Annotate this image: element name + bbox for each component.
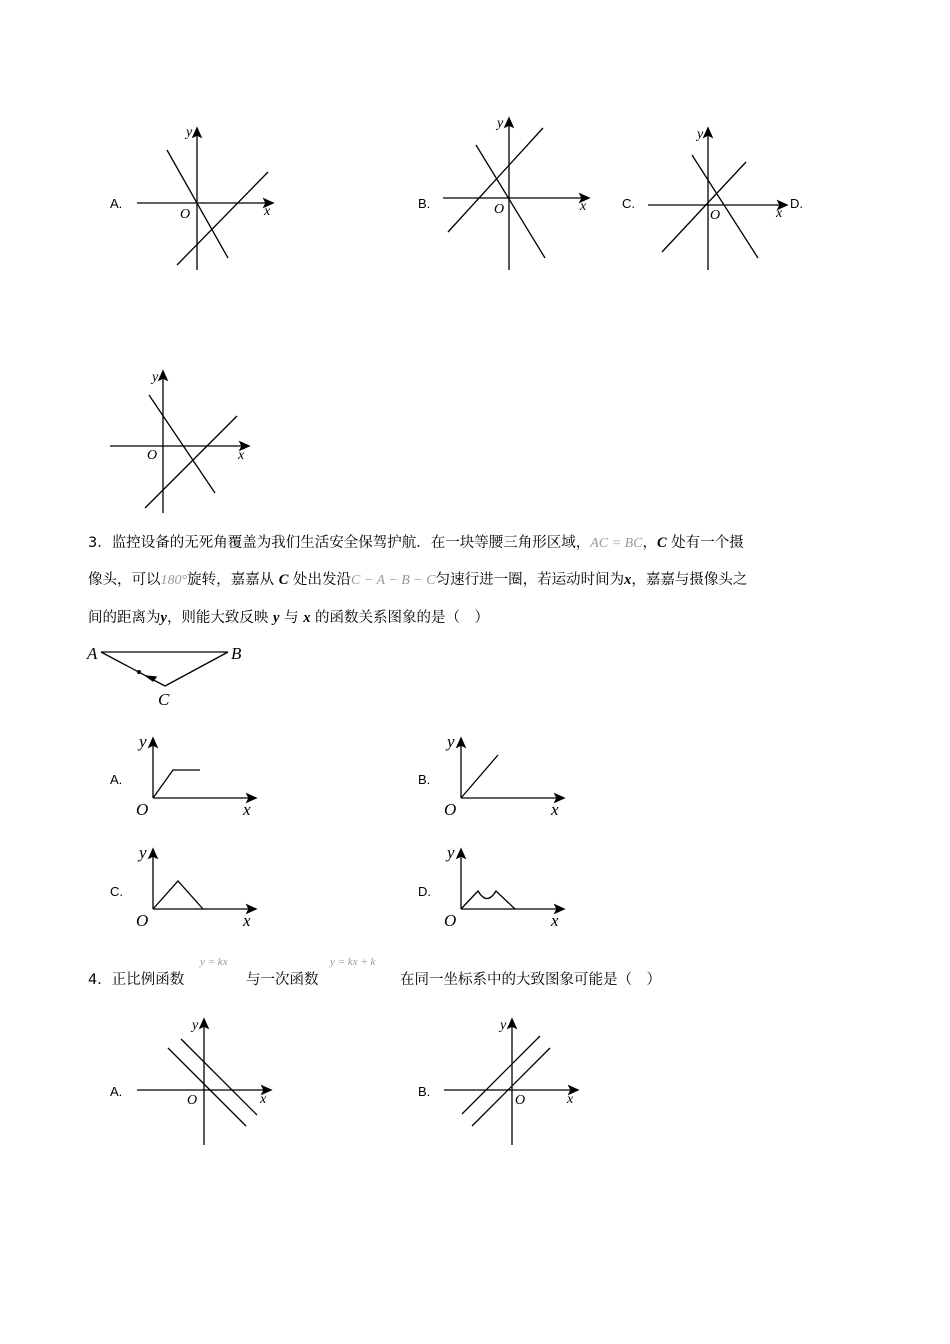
q3-a-y-arrow xyxy=(149,738,157,747)
q4-text-c: 在同一坐标系中的大致图象可能是（ ） xyxy=(400,972,661,988)
q4-math-b: y = kx + k xyxy=(330,956,376,968)
q4-a-origin-label: O xyxy=(187,1093,198,1108)
q2-d-x-label: x xyxy=(238,448,245,463)
q4-b-origin-label: O xyxy=(515,1093,526,1108)
q3-d-y-label: y xyxy=(447,843,455,862)
q3-text-3e: 与 xyxy=(279,610,304,626)
q4-math-a: y = kx xyxy=(200,956,228,968)
q3-text-3c: ，则能大致反映 xyxy=(166,610,274,626)
q3-option-a-label: A. xyxy=(110,772,123,787)
q3-a-y-label: y xyxy=(139,732,147,751)
q3-a-curve xyxy=(153,770,200,798)
q4-b-line-2 xyxy=(472,1048,550,1126)
q2-c-y-arrow xyxy=(704,128,712,137)
q3-math-180: 180° xyxy=(160,573,188,588)
q2-b-y-label: y xyxy=(497,116,504,131)
q4-b-x-label: x xyxy=(567,1092,574,1107)
q3-d-curve xyxy=(461,891,515,909)
q2-option-d-label: D. xyxy=(790,196,803,211)
q2-a-origin-label: O xyxy=(180,207,191,222)
q3-math-path: C − A − B − C xyxy=(351,573,436,588)
q3-text-3g: 的函数关系图象的是（ ） xyxy=(310,610,490,626)
q2-b-origin-label: O xyxy=(494,202,505,217)
q3-d-x-label: x xyxy=(551,911,559,930)
q3-triangle-ac xyxy=(101,652,165,686)
q2-d-y-arrow xyxy=(159,371,167,380)
q4-text-a: 正比例函数 xyxy=(111,972,185,988)
q2-a-y-arrow xyxy=(193,128,201,137)
q4-b-y-arrow xyxy=(508,1019,516,1028)
q2-a-y-label: y xyxy=(186,125,193,140)
q2-b-y-arrow xyxy=(505,118,513,127)
q2-a-x-label: x xyxy=(264,204,271,219)
q4-b-line-1 xyxy=(462,1036,540,1114)
q3-text-2d: 处出发沿 xyxy=(288,572,351,588)
q3-text-1b: ， xyxy=(642,535,657,551)
q3-text-3f: x xyxy=(303,610,311,626)
q3-text-2a: 像头，可以 xyxy=(88,572,161,588)
q2-d-line-2 xyxy=(145,416,237,508)
q3-c-x-label: x xyxy=(243,911,251,930)
q2-option-b-label: B. xyxy=(418,196,431,211)
q4-a-x-label: x xyxy=(260,1092,267,1107)
q2-c-line-1 xyxy=(692,155,758,258)
q2-b-x-label: x xyxy=(580,199,587,214)
q4-text-b: 与一次函数 xyxy=(246,972,319,988)
q3-c-y-label: y xyxy=(139,843,147,862)
q3-a-x-label: x xyxy=(243,800,251,819)
q3-a-origin-label: O xyxy=(136,800,149,819)
q4-option-a-label: A. xyxy=(110,1084,123,1099)
q2-d-line-1 xyxy=(149,395,215,493)
q3-text-2c: C xyxy=(278,572,289,588)
q3-line-1 xyxy=(88,533,744,554)
q4-a-y-label: y xyxy=(192,1018,199,1033)
q2-option-c-label: C. xyxy=(622,196,635,211)
q2-d-y-label: y xyxy=(152,370,159,385)
q2-c-origin-label: O xyxy=(710,208,721,223)
q3-triangle-bc xyxy=(165,652,228,686)
q2-d-origin-label: O xyxy=(147,448,158,463)
q3-text-2b: 旋转，嘉嘉从 xyxy=(187,572,279,588)
q3-text-3a: 间的距离为 xyxy=(88,610,161,626)
q3-b-x-label: x xyxy=(551,800,559,819)
q3-text-1a: 监控设备的无死角覆盖为我们生活安全保驾护航．在一块等腰三角形区域， xyxy=(111,535,591,551)
q2-c-y-label: y xyxy=(697,127,704,142)
q2-a-line-2 xyxy=(177,172,268,265)
q3-d-y-arrow xyxy=(457,849,465,858)
q2-c-x-label: x xyxy=(776,206,783,221)
q3-c-origin-label: O xyxy=(136,911,149,930)
q3-b-y-arrow xyxy=(457,738,465,747)
q4-number: 4． xyxy=(88,972,112,988)
q3-line-3 xyxy=(88,608,489,628)
q4-b-y-label: y xyxy=(500,1018,507,1033)
q3-vertex-c: C xyxy=(158,690,170,709)
q3-text-1c: C xyxy=(656,535,667,551)
q3-text-2g: ，嘉嘉与摄像头之 xyxy=(631,572,748,588)
q3-text-3d: y xyxy=(273,610,280,626)
q2-option-a-label: A. xyxy=(110,196,123,211)
q3-text-2e: 匀速行进一圈，若运动时间为 xyxy=(435,572,625,588)
q3-c-y-arrow xyxy=(149,849,157,858)
q3-b-curve xyxy=(461,755,498,798)
q3-option-d-label: D. xyxy=(418,884,431,899)
q3-line-2 xyxy=(88,570,747,591)
q3-option-b-label: B. xyxy=(418,772,431,787)
q4-option-b-label: B. xyxy=(418,1084,431,1099)
q3-text-3b: y xyxy=(160,610,167,626)
q3-vertex-a: A xyxy=(87,644,98,663)
q2-c-line-2 xyxy=(662,162,746,252)
q3-text-1d: 处有一个摄 xyxy=(666,535,744,551)
q4-a-line-1 xyxy=(168,1048,246,1126)
q3-text-2f: x xyxy=(624,572,632,588)
q3-c-curve xyxy=(153,881,203,909)
q3-point-dot xyxy=(137,670,141,674)
q2-b-line-1 xyxy=(476,145,545,258)
q3-option-c-label: C. xyxy=(110,884,123,899)
q3-vertex-b: B xyxy=(231,644,242,663)
q3-number: 3． xyxy=(88,535,112,551)
q3-d-origin-label: O xyxy=(444,911,457,930)
q4-line-1 xyxy=(88,970,184,990)
q3-b-origin-label: O xyxy=(444,800,457,819)
q3-b-y-label: y xyxy=(447,732,455,751)
q4-a-y-arrow xyxy=(200,1019,208,1028)
q3-math-ac-bc: AC = BC xyxy=(590,536,643,551)
